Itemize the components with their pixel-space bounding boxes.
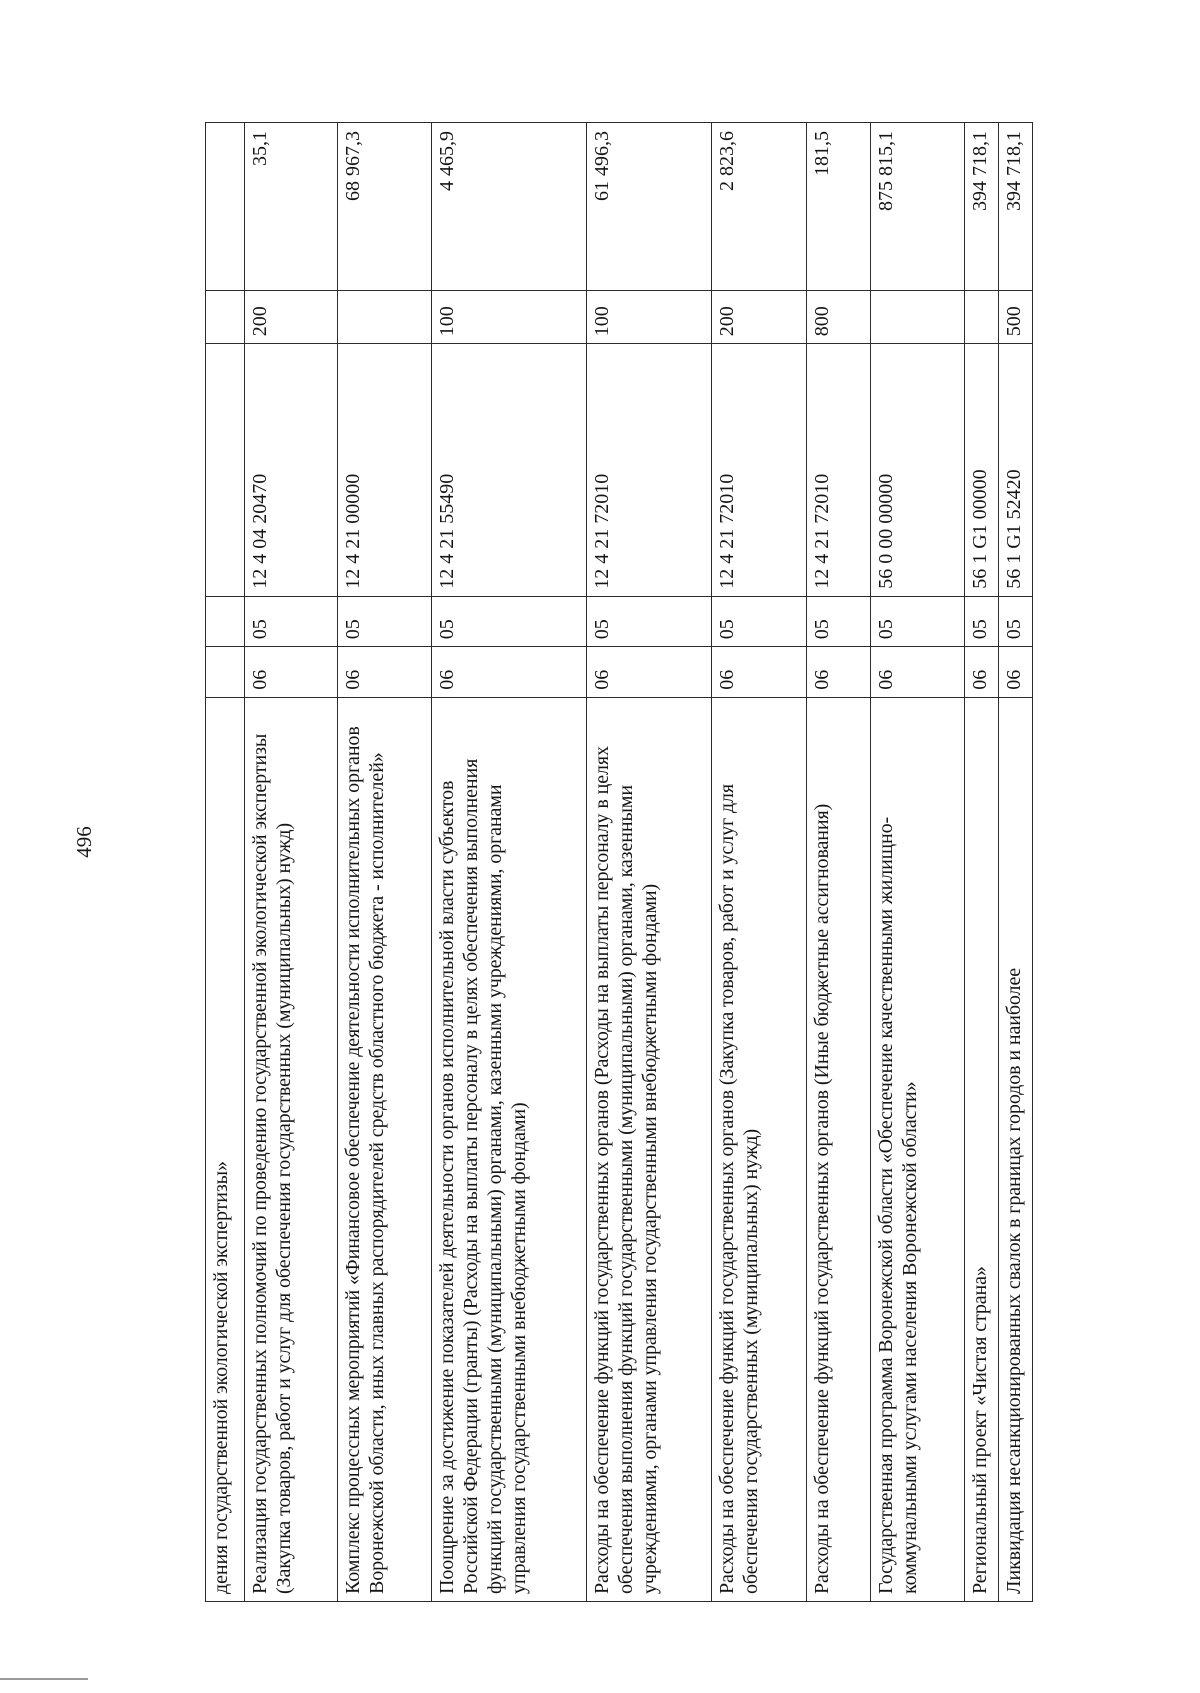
cell-target-article: 12 4 21 55490 bbox=[432, 344, 587, 597]
cell-podrazdel: 05 bbox=[587, 596, 712, 647]
cell-amount: 394 718,1 bbox=[999, 123, 1033, 291]
rotated-table-container bbox=[205, 122, 1200, 1602]
cell-description: Государственная программа Воронежской области «Обеспечение качественными жилищно-коммунальными услугами населения Воронежской области» bbox=[871, 697, 965, 1601]
cell-target-article: 56 1 G1 52420 bbox=[999, 344, 1033, 597]
cell-description: дения государственной экологической экспертизы» bbox=[206, 697, 245, 1601]
table-row bbox=[965, 123, 999, 1602]
cell-amount: 875 815,1 bbox=[871, 123, 965, 291]
cell-amount: 35,1 bbox=[245, 123, 338, 291]
cell-description: Ликвидация несанкционированных свалок в границах городов и наиболее bbox=[999, 697, 1033, 1601]
cell-razdel bbox=[206, 647, 245, 698]
cell-razdel: 06 bbox=[807, 647, 871, 698]
cell-target-article bbox=[206, 344, 245, 597]
cell-expense-type bbox=[965, 291, 999, 344]
budget-table bbox=[205, 122, 1033, 1602]
cell-target-article: 12 4 04 20470 bbox=[245, 344, 338, 597]
cell-amount: 181,5 bbox=[807, 123, 871, 291]
cell-razdel: 06 bbox=[587, 647, 712, 698]
table-row bbox=[432, 123, 587, 1602]
cell-podrazdel: 05 bbox=[871, 596, 965, 647]
cell-description: Расходы на обеспечение функций государственных органов (Иные бюджетные ассигнования) bbox=[807, 697, 871, 1601]
cell-razdel: 06 bbox=[245, 647, 338, 698]
cell-expense-type: 100 bbox=[432, 291, 587, 344]
cell-podrazdel: 05 bbox=[432, 596, 587, 647]
cell-podrazdel: 05 bbox=[338, 596, 432, 647]
table-row bbox=[712, 123, 807, 1602]
cell-target-article: 12 4 21 72010 bbox=[587, 344, 712, 597]
cell-razdel: 06 bbox=[871, 647, 965, 698]
cell-expense-type: 200 bbox=[712, 291, 807, 344]
table-row bbox=[807, 123, 871, 1602]
cell-expense-type: 500 bbox=[999, 291, 1033, 344]
cell-expense-type bbox=[871, 291, 965, 344]
cell-amount bbox=[206, 123, 245, 291]
cell-expense-type bbox=[206, 291, 245, 344]
cell-podrazdel: 05 bbox=[999, 596, 1033, 647]
cell-podrazdel bbox=[206, 596, 245, 647]
cell-target-article: 56 1 G1 00000 bbox=[965, 344, 999, 597]
table-row bbox=[871, 123, 965, 1602]
cell-amount: 4 465,9 bbox=[432, 123, 587, 291]
cell-description: Комплекс процессных мероприятий «Финансовое обеспечение деятельности исполнительных органов Воронежской области, иных главных распорядителей средств областного бюджета - исполнителей» bbox=[338, 697, 432, 1601]
cell-target-article: 12 4 21 72010 bbox=[807, 344, 871, 597]
cell-amount: 61 496,3 bbox=[587, 123, 712, 291]
table-row bbox=[206, 123, 245, 1602]
cell-description: Региональный проект «Чистая страна» bbox=[965, 697, 999, 1601]
scan-edge-mark bbox=[0, 1678, 88, 1680]
cell-podrazdel: 05 bbox=[245, 596, 338, 647]
table-row bbox=[245, 123, 338, 1602]
cell-razdel: 06 bbox=[712, 647, 807, 698]
page-number: 496 bbox=[72, 826, 96, 858]
cell-razdel: 06 bbox=[432, 647, 587, 698]
cell-razdel: 06 bbox=[965, 647, 999, 698]
cell-expense-type: 800 bbox=[807, 291, 871, 344]
cell-amount: 2 823,6 bbox=[712, 123, 807, 291]
cell-amount: 394 718,1 bbox=[965, 123, 999, 291]
cell-expense-type bbox=[338, 291, 432, 344]
cell-target-article: 56 0 00 00000 bbox=[871, 344, 965, 597]
cell-podrazdel: 05 bbox=[965, 596, 999, 647]
cell-podrazdel: 05 bbox=[807, 596, 871, 647]
cell-description: Поощрение за достижение показателей деятельности органов исполнительной власти субъектов Российской Федерации (гранты) (Расходы на выплаты персоналу в целях обеспечения выполнения функций государственными (муниципальными) органами, казенными учреждениями, органами управления государственными внебюджетными фондами) bbox=[432, 697, 587, 1601]
cell-podrazdel: 05 bbox=[712, 596, 807, 647]
table-row bbox=[338, 123, 432, 1602]
table-row bbox=[587, 123, 712, 1602]
table-row bbox=[999, 123, 1033, 1602]
cell-description: Реализация государственных полномочий по проведению государственной экологической экспертизы (Закупка товаров, работ и услуг для обеспечения государственных (муниципальных) нужд) bbox=[245, 697, 338, 1601]
cell-expense-type: 100 bbox=[587, 291, 712, 344]
cell-description: Расходы на обеспечение функций государственных органов (Расходы на выплаты персоналу в целях обеспечения выполнения функций государственными (муниципальными) органами, казенными учреждениями, органами управления государственными внебюджетными фондами) bbox=[587, 697, 712, 1601]
cell-razdel: 06 bbox=[999, 647, 1033, 698]
cell-razdel: 06 bbox=[338, 647, 432, 698]
cell-amount: 68 967,3 bbox=[338, 123, 432, 291]
cell-target-article: 12 4 21 72010 bbox=[712, 344, 807, 597]
cell-expense-type: 200 bbox=[245, 291, 338, 344]
cell-target-article: 12 4 21 00000 bbox=[338, 344, 432, 597]
cell-description: Расходы на обеспечение функций государственных органов (Закупка товаров, работ и услуг для обеспечения государственных (муниципальных) нужд) bbox=[712, 697, 807, 1601]
